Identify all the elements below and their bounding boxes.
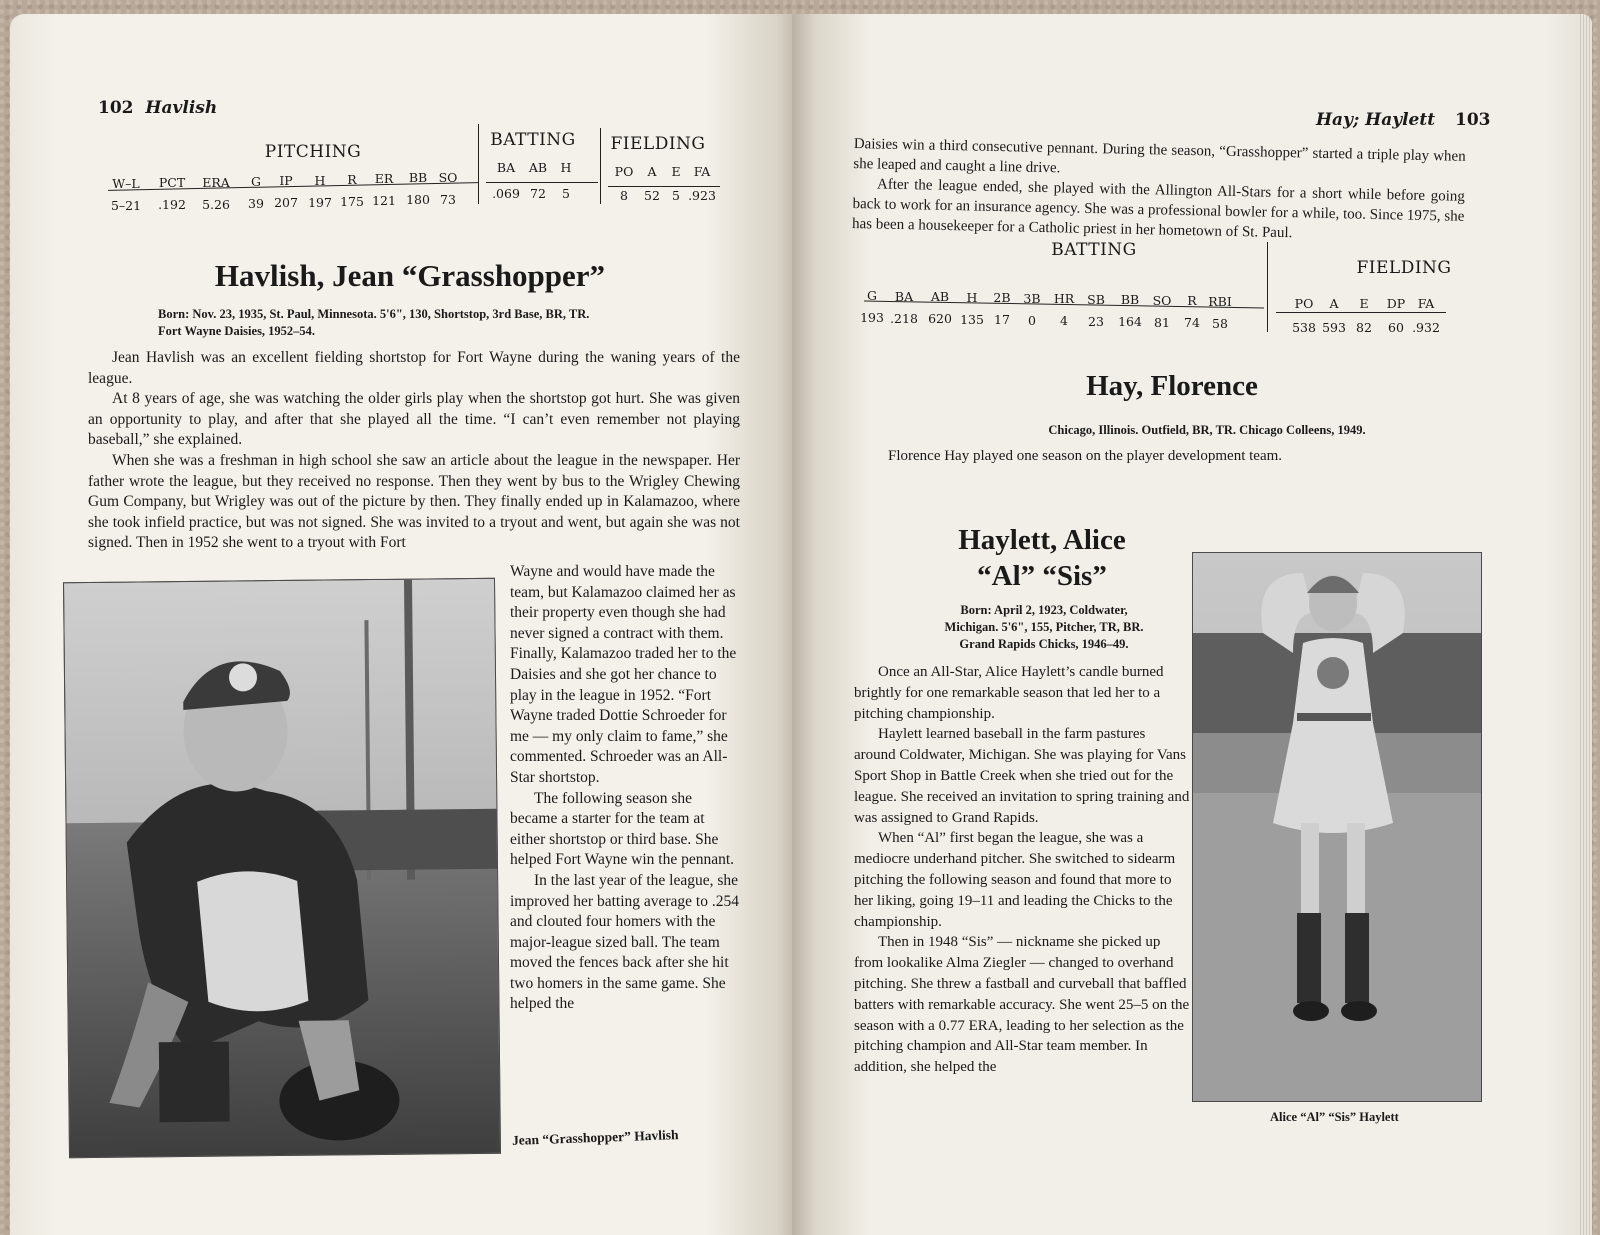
stats-value-cell: 620 [928,311,952,326]
stats-value-cell: 164 [1118,314,1142,329]
paragraph: Haylett learned baseball in the farm pastures around Coldwater, Michigan. She was playing for Vans Sport Shop in Battle Creek when she tried out for the league. She received an invitation to spring training and was assigned to Grand Rapids. [854,726,1190,826]
bio-line: Fort Wayne Daisies, 1952–54. [158,324,316,338]
stats-value-cell: 82 [1356,320,1372,335]
stats-header-cell: BA [894,288,914,304]
stats-value-cell: 52 [644,188,660,203]
stats-header-cell: A [647,164,657,179]
stats-value-cell: 60 [1388,320,1404,335]
stats-value-cell: 0 [1028,312,1036,328]
fielding-label: FIELDING [1356,258,1452,278]
stats-header-cell: 2B [993,290,1011,305]
stats-value-cell: 73 [440,191,456,207]
stats-header-cell: E [671,164,681,179]
left-page-number: 102 [98,98,134,118]
fielding-rule [1276,312,1446,313]
stats-header-cell: DP [1386,296,1406,311]
stats-header-cell: H [560,160,572,175]
stats-value-cell: 135 [960,311,984,327]
stats-value-cell: .069 [492,186,520,201]
bio-line: Born: Nov. 23, 1935, St. Paul, Minnesota. 5'6", 130, Shortstop, 3rd Base, BR, TR. [158,307,590,321]
stats-header-cell: SO [438,169,458,185]
stats-header-cell: BB [408,170,428,186]
stats-header-cell: E [1359,296,1369,311]
stats-divider [478,124,479,204]
paragraph: Once an All-Star, Alice Haylett’s candle burned brightly for one remarkable season that led her to a pitching championship. [854,664,1164,722]
stats-value-cell: 538 [1292,320,1316,335]
bio-line: Born: April 2, 1923, Coldwater, [960,603,1128,617]
stats-value-cell: .923 [688,188,716,203]
bio-haylett [884,602,1204,653]
stats-value-cell: 197 [308,194,332,210]
paragraph: Then in 1948 “Sis” — nickname she picked up from lookalike Alma Ziegler — changed to overhand pitching. She threw a fastball and curveball that baffled batters with remarkable accuracy. She went 25–5 on the season with a 0.77 ERA, leading to her selection as the pitching champion and All-Star team member. In addition, she helped the [854,934,1190,1076]
stats-header-cell: H [966,289,978,305]
stats-value-cell: .218 [890,310,918,326]
stats-value-cell: 121 [372,193,396,209]
stats-header-cell: PCT [158,175,186,191]
paragraph: At 8 years of age, she was watching the older girls play when the shortstop got hurt. She was given an opportunity to play, and after that she played all the time. “I can’t even remember not playing baseball,” she explained. [88,390,740,449]
stats-value-cell: 39 [248,195,264,211]
bio-line: Michigan. 5'6", 155, Pitcher, TR, BR. [944,620,1144,634]
pitching-label: PITCHING [264,142,362,162]
stats-header-cell: 3B [1023,290,1041,306]
stats-value-cell: 23 [1088,313,1104,329]
stats-value-cell: 4 [1060,313,1068,328]
havlish-photo-image [64,579,501,1159]
batting-label: BATTING [1051,240,1137,260]
stats-header-cell: BA [496,160,516,175]
bio-havlish [158,306,738,340]
stats-value-cell: .932 [1412,320,1440,335]
stats-divider [1267,242,1268,332]
right-page-number: 103 [1455,110,1491,130]
haylett-photo-caption: Alice “Al” “Sis” Haylett [1270,1110,1399,1124]
stats-header-cell: W–L [112,176,140,191]
stats-header-cell: R [347,171,357,187]
right-running-head [1316,110,1491,130]
stats-header-cell: PO [1294,296,1314,311]
title-line: “Al” “Sis” [977,560,1107,592]
haylett-photo-image [1193,553,1482,1102]
stats-header-cell: AB [528,160,548,175]
stats-divider [600,128,601,204]
stats-header-cell: AB [930,289,950,304]
fielding-rule [608,186,720,187]
bio-hay: Chicago, Illinois. Outfield, BR, TR. Chicago Colleens, 1949. [1048,423,1366,437]
havlish-photo [63,578,501,1158]
paragraph: Daisies win a third consecutive pennant. During the season, “Grasshopper” started a triple play when she leaped and caught a line drive. [853,135,1466,177]
left-running-title: Havlish [145,98,218,118]
stats-header-cell: SO [1152,292,1172,308]
right-page [792,14,1592,1235]
stats-header-cell: A [1329,296,1339,311]
stats-header-cell: BB [1120,292,1140,307]
bio-line: Grand Rapids Chicks, 1946–49. [959,637,1129,651]
paragraph: In the last year of the league, she improved her batting average to .254 and clouted four homers with the major-league sized ball. The team moved the fences back after she hit two homers in the same game. She helped the [510,871,739,1013]
stats-header-cell: RBI [1208,293,1232,309]
batting-label: BATTING [490,130,576,150]
hay-text: Florence Hay played one season on the player development team. [888,448,1283,464]
open-book [10,14,1595,1235]
stats-header-cell: H [314,172,326,188]
paragraph: When “Al” first began the league, she was a mediocre underhand pitcher. She switched to sidearm pitching the following season and found that more to her liking, going 19–11 and leading the Chicks to the championship. [854,830,1176,930]
stats-header-cell: FA [693,164,711,179]
stats-value-cell: 207 [274,195,298,211]
stats-value-cell: 175 [340,193,364,209]
haylett-photo [1192,552,1482,1102]
stats-value-cell: 5.26 [202,196,230,212]
left-page [10,14,800,1235]
stats-value-cell: 5 [672,188,680,203]
stats-value-cell: 180 [406,192,430,208]
stats-header-cell: G [251,173,261,189]
entry-title-hay: Hay, Florence [1086,370,1258,402]
stats-header-cell: PO [614,164,634,179]
stats-value-cell: 58 [1212,315,1228,331]
havlish-text-full [88,348,740,554]
stats-header-cell: IP [279,173,293,189]
batting-rule [486,182,598,183]
stats-header-cell: R [1187,293,1197,308]
stats-header-cell: G [867,288,877,303]
stats-value-cell: .192 [158,197,186,213]
entry-title-haylett [882,522,1202,594]
havlish-continued-text [852,134,1466,247]
right-stats-table [860,236,1464,336]
stats-header-cell: SB [1087,291,1105,307]
fielding-label: FIELDING [610,134,706,154]
stats-value-cell: 17 [994,312,1010,327]
stats-value-cell: 5–21 [110,198,142,213]
stats-header-cell: ER [374,171,394,187]
paragraph: Wayne and would have made the team, but Kalamazoo claimed her as their property even though she had never signed a contract with them. Finally, Kalamazoo traded her to the Daisies and she got her chance to play in the league in 1952. “Fort Wayne traded Dottie Schroeder for me — my only claim to fame,” she commented. Schroeder was an All-Star shortstop. [510,563,737,786]
paragraph: Jean Havlish was an excellent fielding shortstop for Fort Wayne during the waning years of the league. [88,349,740,387]
paragraph: After the league ended, she played with the Allington All-Stars for a short while before going back to work for an insurance agency. She was a professional bowler for a while, too. Since 1975, she has been a housekeeper for a Catholic priest in her hometown of St. Paul. [851,176,1465,242]
stats-value-cell: 81 [1154,314,1170,330]
stats-value-cell: 72 [530,186,546,201]
stats-header-cell: FA [1417,296,1435,311]
title-line: Haylett, Alice [958,524,1126,556]
stats-header-cell: ERA [202,174,230,190]
havlish-photo-caption: Jean “Grasshopper” Havlish [511,1127,679,1148]
stats-header-cell: HR [1053,291,1075,306]
right-running-title: Hay; Haylett [1316,110,1436,130]
stats-value-cell: 5 [562,186,570,201]
stats-value-cell: 593 [1322,320,1346,335]
stats-value-cell: 8 [620,188,628,203]
stats-value-cell: 74 [1184,315,1200,330]
left-running-head [98,98,217,118]
entry-title-havlish: Havlish, Jean “Grasshopper” [214,258,606,293]
haylett-text [854,662,1190,1078]
havlish-text-column [510,562,742,1015]
paragraph: When she was a freshman in high school she saw an article about the league in the newspaper. Her father wrote the league, but they received no response. Then they went by bus to the Wrigley Chewing Gum Company, but Wrigley was out of the picture by then. They finally ended up in Kalamazoo, where she took infield practice, but was not signed. She was invited to a tryout and went, but again she was not signed. Then in 1952 she went to a tryout with Fort [88,451,740,552]
paragraph: The following season she became a starter for the team at either shortstop or third base. She helped Fort Wayne win the pennant. [510,789,735,869]
stats-value-cell: 193 [860,310,884,325]
left-stats-table [108,124,728,214]
